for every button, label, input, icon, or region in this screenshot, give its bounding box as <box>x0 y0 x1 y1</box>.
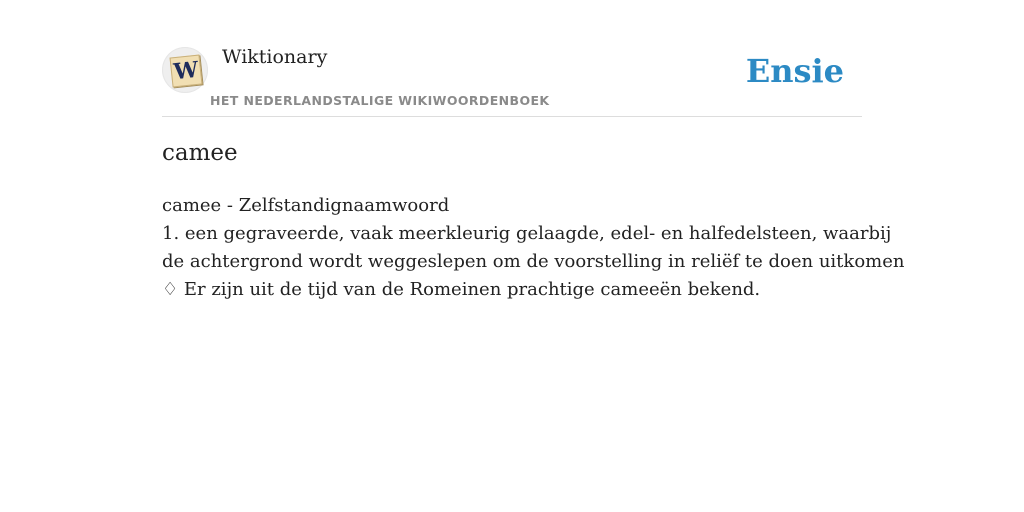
site-tagline: HET NEDERLANDSTALIGE WIKIWOORDENBOEK <box>210 93 550 108</box>
wiktionary-logo-icon: W <box>170 55 203 88</box>
site-name[interactable]: Wiktionary <box>222 46 328 68</box>
page-title: camee <box>162 140 238 166</box>
part-of-speech-line: camee - Zelfstandignaamwoord <box>162 195 450 216</box>
definition-line: 1. een gegraveerde, vaak meerkleurig gelaagde, edel- en halfedelsteen, waarbij <box>162 223 892 244</box>
site-header <box>162 0 862 117</box>
wiktionary-logo[interactable] <box>162 47 208 93</box>
ensie-brand-link[interactable]: Ensie <box>745 52 844 90</box>
page <box>162 0 905 300</box>
example-sentence: ♢ Er zijn uit de tijd van de Romeinen prachtige cameeën bekend. <box>162 279 761 300</box>
entry-content <box>162 192 905 304</box>
definition-line-continued: de achtergrond wordt weggeslepen om de voorstelling in reliëf te doen uitkomen <box>162 251 905 272</box>
